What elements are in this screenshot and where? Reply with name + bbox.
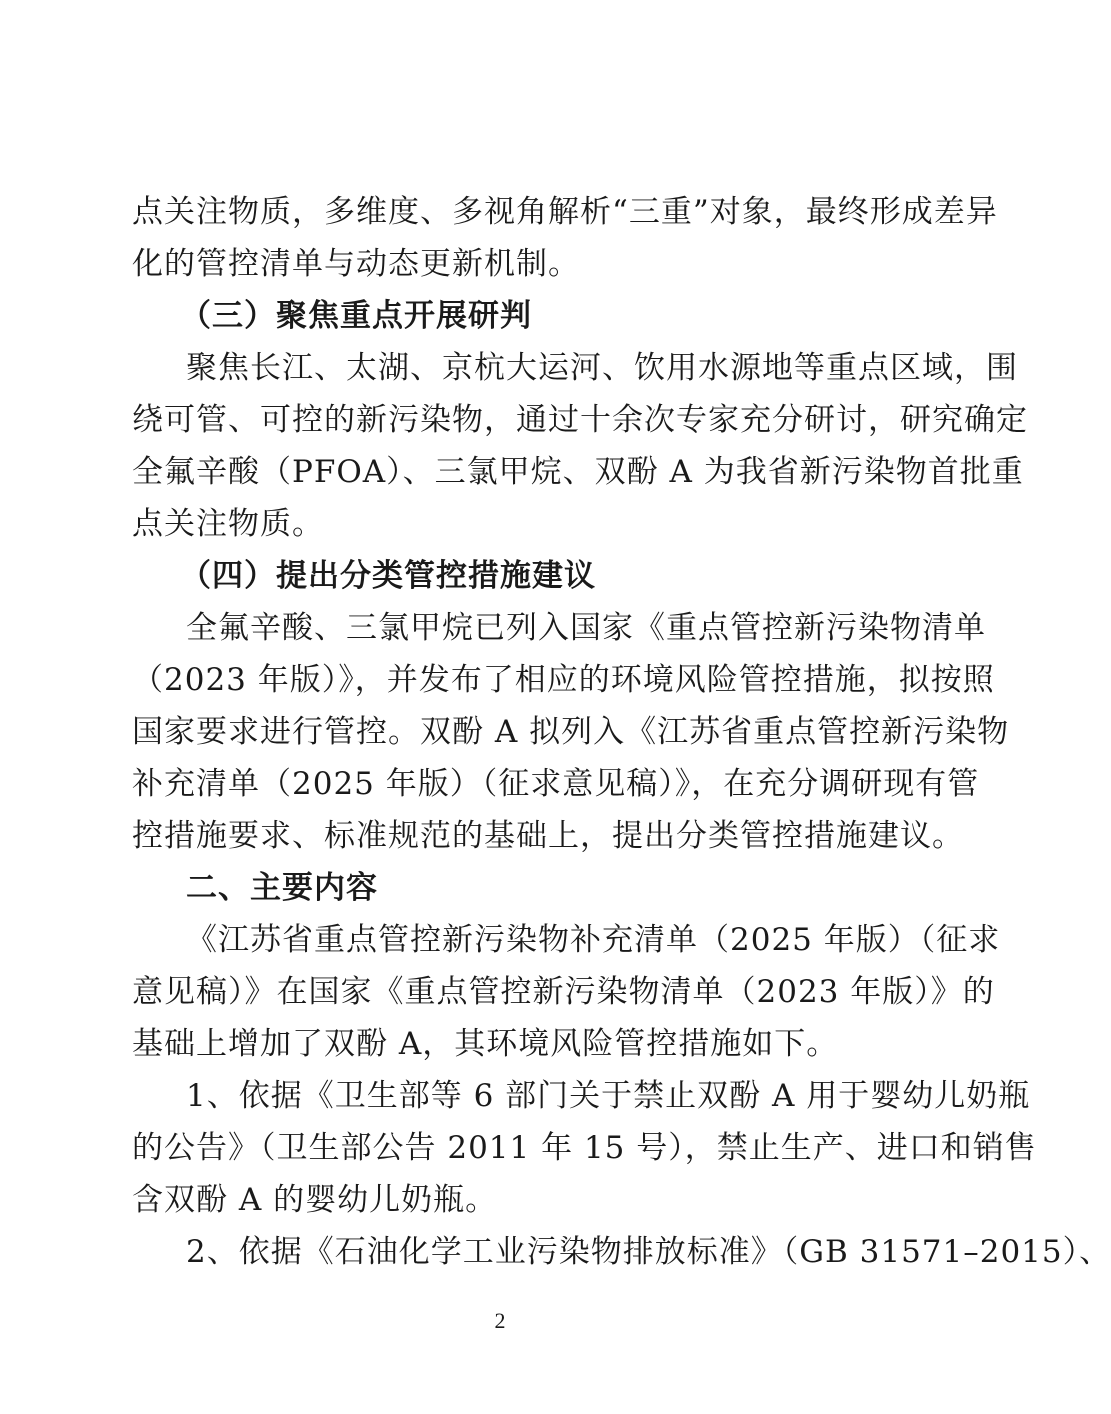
section-heading-4: （四）提出分类管控措施建议 [180, 558, 596, 594]
paragraph-line: （2023 年版）》，并发布了相应的环境风险管控措施，拟按照 [132, 662, 995, 698]
paragraph-line: 控措施要求、标准规范的基础上，提出分类管控措施建议。 [132, 818, 964, 854]
paragraph-line: 点关注物质。 [132, 506, 324, 542]
section-heading-3: （三）聚焦重点开展研判 [180, 298, 532, 334]
paragraph-line: 补充清单（2025 年版）（征求意见稿）》，在充分调研现有管 [132, 766, 980, 802]
paragraph-line: 基础上增加了双酚 A，其环境风险管控措施如下。 [132, 1026, 839, 1062]
paragraph-line: 国家要求进行管控。双酚 A 拟列入《江苏省重点管控新污染物 [132, 714, 1010, 750]
paragraph-line: 全氟辛酸（PFOA）、三氯甲烷、双酚 A 为我省新污染物首批重 [132, 454, 1024, 490]
paragraph-line: 《江苏省重点管控新污染物补充清单（2025 年版）（征求 [186, 922, 1001, 958]
list-item-2-line: 2、依据《石油化学工业污染物排放标准》（GB 31571–2015）、 [186, 1234, 1111, 1270]
paragraph-line: 点关注物质，多维度、多视角解析“三重”对象，最终形成差异 [132, 194, 998, 230]
paragraph-line: 化的管控清单与动态更新机制。 [132, 246, 580, 282]
list-item-1-line: 1、依据《卫生部等 6 部门关于禁止双酚 A 用于婴幼儿奶瓶 [186, 1078, 1031, 1114]
paragraph-line: 意见稿）》在国家《重点管控新污染物清单（2023 年版）》的 [132, 974, 995, 1010]
list-item-1-line: 的公告》（卫生部公告 2011 年 15 号），禁止生产、进口和销售 [132, 1130, 1037, 1166]
page-number: 2 [494, 1308, 506, 1333]
paragraph-line: 全氟辛酸、三氯甲烷已列入国家《重点管控新污染物清单 [186, 610, 986, 646]
main-heading-2: 二、主要内容 [186, 870, 378, 906]
list-item-1-line: 含双酚 A 的婴幼儿奶瓶。 [132, 1182, 498, 1218]
paragraph-line: 绕可管、可控的新污染物，通过十余次专家充分研讨，研究确定 [132, 402, 1028, 438]
document-body [132, 186, 1111, 1278]
paragraph-line: 聚焦长江、太湖、京杭大运河、饮用水源地等重点区域，围 [186, 350, 1018, 386]
